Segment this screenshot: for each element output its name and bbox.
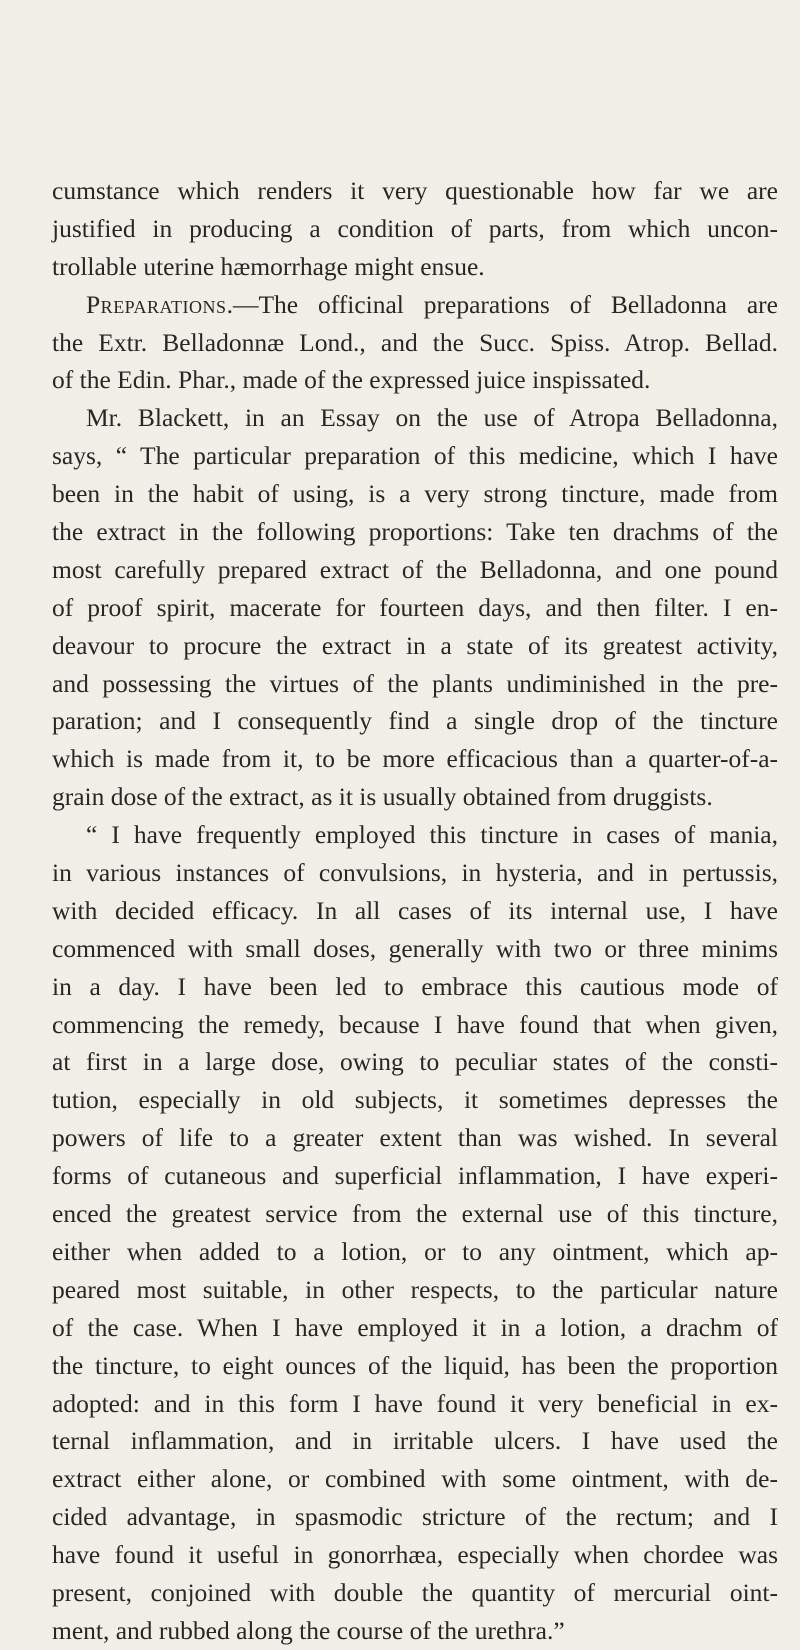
text-line: forms of cutaneous and superficial inflammation, I have experi- — [52, 1161, 778, 1191]
text-line: grain dose of the extract, as it is usually obtained from druggists. — [52, 782, 713, 812]
text-line: says, “ The particular preparation of this medicine, which I have — [52, 441, 778, 471]
text-line: ternal inflammation, and in irritable ulcers. I have used the — [52, 1426, 778, 1456]
text-line: present, conjoined with double the quantity of mercurial oint- — [52, 1577, 778, 1607]
text-line: enced the greatest service from the external use of this tincture, — [52, 1199, 778, 1229]
text-line: and possessing the virtues of the plants undiminished in the pre- — [52, 668, 778, 698]
text-line: the tincture, to eight ounces of the liquid, has been the proportion — [52, 1350, 778, 1380]
text-line: of the Edin. Phar., made of the expressed juice inspissated. — [52, 365, 651, 395]
text-line: which is made from it, to be more efficacious than a quarter-of-a- — [52, 744, 778, 774]
text-line: commencing the remedy, because I have found that when given, — [52, 1009, 778, 1039]
text-line: at first in a large dose, owing to peculiar states of the consti- — [52, 1047, 778, 1077]
text-line: in various instances of convulsions, in hysteria, and in pertussis, — [52, 858, 778, 888]
text-line: most carefully prepared extract of the Belladonna, and one pound — [52, 554, 778, 584]
text-line: either when added to a lotion, or to any ointment, which ap- — [52, 1236, 778, 1266]
text-line: deavour to procure the extract in a state of its greatest activity, — [52, 630, 778, 660]
text-line: have found it useful in gonorrhæa, especially when chordee was — [52, 1540, 778, 1570]
text-line: adopted: and in this form I have found it very beneficial in ex- — [52, 1388, 778, 1418]
text-line: the extract in the following proportions: Take ten drachms of the — [52, 517, 778, 547]
text-line: the Extr. Belladonnæ Lond., and the Succ. Spiss. Atrop. Bellad. — [52, 327, 778, 357]
text-line: trollable uterine hæmorrhage might ensue. — [52, 251, 485, 281]
text-line: been in the habit of using, is a very strong tincture, made from — [52, 479, 778, 509]
text-line: cided advantage, in spasmodic stricture of the rectum; and I — [52, 1502, 778, 1532]
text-line: cumstance which renders it very questionable how far we are — [52, 176, 778, 205]
text-line: ment, and rubbed along the course of the urethra.” — [52, 1615, 565, 1645]
section-heading-line — [52, 286, 778, 324]
text-line: justified in producing a condition of parts, from which uncon- — [52, 213, 778, 243]
section-heading: Preparations — [86, 289, 227, 319]
text-run: .—The officinal preparations of Belladonna are — [226, 289, 778, 319]
text-line: paration; and I consequently find a single drop of the tincture — [52, 706, 778, 736]
text-line: commenced with small doses, generally with two or three minims — [52, 933, 778, 963]
text-line: tution, especially in old subjects, it sometimes depresses the — [52, 1085, 778, 1115]
text-line: peared most suitable, in other respects, to the particular nature — [52, 1274, 778, 1304]
text-line: “ I have frequently employed this tincture in cases of mania, — [86, 820, 778, 850]
text-line: extract either alone, or combined with some ointment, with de- — [52, 1464, 778, 1494]
text-line: Mr. Blackett, in an Essay on the use of Atropa Belladonna, — [86, 403, 778, 433]
text-line: in a day. I have been led to embrace this cautious mode of — [52, 971, 778, 1001]
text-line: powers of life to a greater extent than was wished. In several — [52, 1123, 778, 1153]
text-line: of the case. When I have employed it in a lotion, a drachm of — [52, 1312, 778, 1342]
text-line: of proof spirit, macerate for fourteen days, and then filter. I en- — [52, 592, 778, 622]
text-line: with decided efficacy. In all cases of its internal use, I have — [52, 895, 778, 925]
